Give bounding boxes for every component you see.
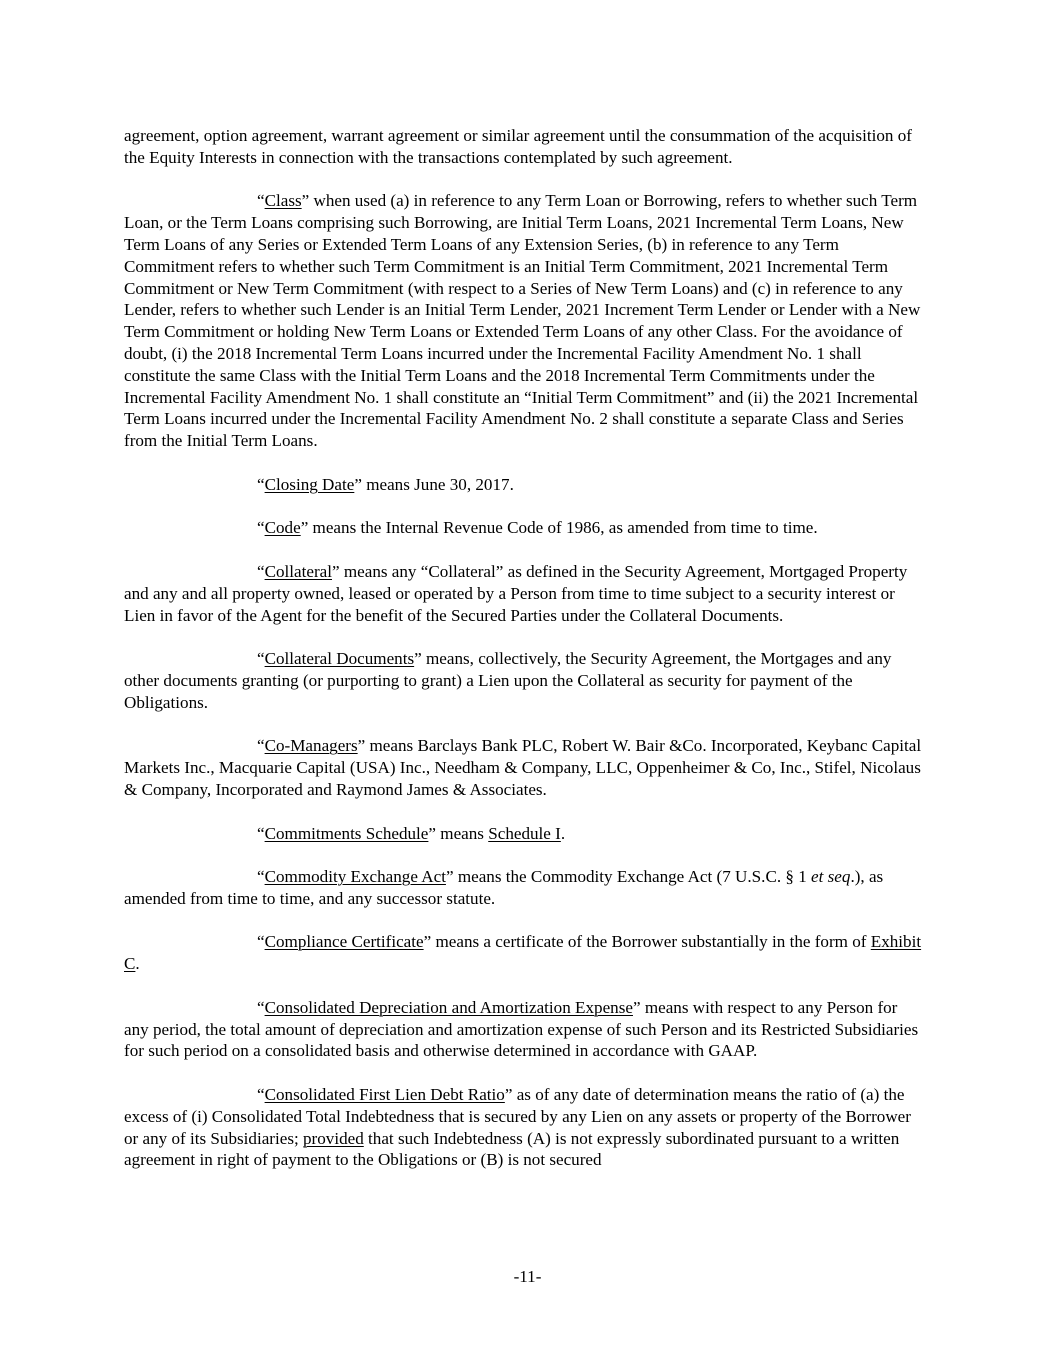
definition-text: ” means with respect to any Person for any period, the total amount of depreciation and amortization expense of such Person and its Restricted Subsidiaries for such period on a consolidated basis and otherwise determined in accordance with GAAP. xyxy=(124,997,919,1061)
definition-collateral-documents xyxy=(124,648,924,713)
definition-text: ” means, collectively, the Security Agreement, the Mortgages and any other documents granting (or purporting to grant) a Lien upon the Collateral as security for payment of the Obligations. xyxy=(124,649,892,712)
defined-term: Class xyxy=(264,191,302,211)
document-body xyxy=(124,125,924,1193)
definition-commitments-schedule xyxy=(124,823,924,845)
definition-text: ” means Barclays Bank PLC, Robert W. Bair &Co. Incorporated, Keybanc Capital Markets Inc., Macquarie Capital (USA) Inc., Needham & Company, LLC, Oppenheimer & Co, Inc., Stifel, Nicolaus & Company, Incorporated and Raymond James & Associates. xyxy=(124,736,922,799)
paragraph-continuation: agreement, option agreement, warrant agreement or similar agreement until the consummation of the acquisition of the Equity Interests in connection with the transactions contemplated by such agreement. xyxy=(124,126,912,167)
open-quote: “ xyxy=(257,474,265,494)
open-quote: “ xyxy=(257,932,265,952)
definition-code xyxy=(124,517,924,539)
definition-text: ” means the Internal Revenue Code of 1986, as amended from time to time. xyxy=(300,518,818,538)
defined-term: Collateral Documents xyxy=(264,649,415,669)
open-quote: “ xyxy=(257,561,265,581)
defined-term: Commitments Schedule xyxy=(264,823,429,843)
defined-term: Consolidated First Lien Debt Ratio xyxy=(264,1085,505,1105)
open-quote: “ xyxy=(257,997,265,1017)
provided-term: provided xyxy=(303,1128,364,1148)
exhibit-reference: Exhibit C xyxy=(124,932,922,974)
definition-text: ” when used (a) in reference to any Term Loan or Borrowing, refers to whether such Term Loan, or the Term Loans comprising such Borrowing, are Initial Term Loans, 2021 Incremental Term Loans, New Term Loans of any Series or Extended Term Loans of any Extension Series, (b) in reference to any Term Commitment refers to whether such Term Commitment is an Initial Term Commitment, 2021 Incremental Term Commitment or New Term Commitment (with respect to a Series of New Term Loans) and (c) in reference to any Lender, refers to whether such Lender is an Initial Term Lender, 2021 Increment Term Lender or Lender with a New Term Commitment or holding New Term Loans or Extended Term Loans of any other Class. For the avoidance of doubt, (i) the 2018 Incremental Term Loans incurred under the Incremental Facility Amendment No. 1 shall constitute the same Class with the Initial Term Loans and the 2018 Incremental Term Commitments under the Incremental Facility Amendment No. 1 shall constitute an “Initial Term Commitment” and (ii) the 2021 Incremental Term Loans incurred under the Incremental Facility Amendment No. 2 shall constitute a separate Class and Series from the Initial Term Loans. xyxy=(124,191,921,451)
schedule-reference: Schedule I xyxy=(488,823,561,843)
italic-et-seq: et seq xyxy=(811,867,851,887)
open-quote: “ xyxy=(257,823,265,843)
open-quote: “ xyxy=(257,1085,265,1105)
definition-text: ” means June 30, 2017. xyxy=(354,474,514,494)
definition-consolidated-first-lien-debt-ratio xyxy=(124,1084,924,1171)
definition-co-managers xyxy=(124,735,924,800)
definition-text-end: . xyxy=(560,823,566,843)
defined-term: Code xyxy=(264,518,301,538)
definition-compliance-certificate xyxy=(124,931,924,975)
open-quote: “ xyxy=(257,867,265,887)
defined-term: Consolidated Depreciation and Amortization Expense xyxy=(264,997,633,1017)
defined-term: Co-Managers xyxy=(264,736,358,756)
open-quote: “ xyxy=(257,736,265,756)
open-quote: “ xyxy=(257,191,265,211)
definition-collateral xyxy=(124,561,924,626)
definition-text: ” as of any date of determination means the ratio of (a) the excess of (i) Consolidated Total Indebtedness that is secured by any Lien on any assets or property of the Borrower or any of its Subsidiaries; xyxy=(124,1085,911,1148)
definition-closing-date xyxy=(124,474,924,496)
defined-term: Compliance Certificate xyxy=(264,932,424,952)
page-number: -11- xyxy=(513,1267,542,1286)
open-quote: “ xyxy=(257,518,265,538)
definition-text-end: that such Indebtedness (A) is not expressly subordinated pursuant to a written agreement in right of payment to the Obligations or (B) is not secured xyxy=(124,1128,900,1170)
defined-term: Closing Date xyxy=(264,474,355,494)
definition-text: ” means the Commodity Exchange Act (7 U.S.C. § 1 xyxy=(445,867,812,887)
definition-text: ” means any “Collateral” as defined in the Security Agreement, Mortgaged Property and any and all property owned, leased or operated by a Person from time to time subject to a security interest or Lien in favor of the Agent for the benefit of the Secured Parties under the Collateral Documents. xyxy=(124,561,908,625)
definition-text-end: . xyxy=(135,954,140,974)
definition-text: ” means a certificate of the Borrower substantially in the form of xyxy=(423,932,871,952)
open-quote: “ xyxy=(257,649,265,669)
definition-text-end: .), as amended from time to time, and any successor statute. xyxy=(124,867,884,908)
definition-consolidated-depreciation xyxy=(124,997,924,1062)
defined-term: Commodity Exchange Act xyxy=(264,867,446,887)
definition-class xyxy=(124,190,924,452)
definition-text: ” means xyxy=(428,823,489,843)
definition-commodity-exchange-act xyxy=(124,866,924,910)
defined-term: Collateral xyxy=(264,561,332,581)
